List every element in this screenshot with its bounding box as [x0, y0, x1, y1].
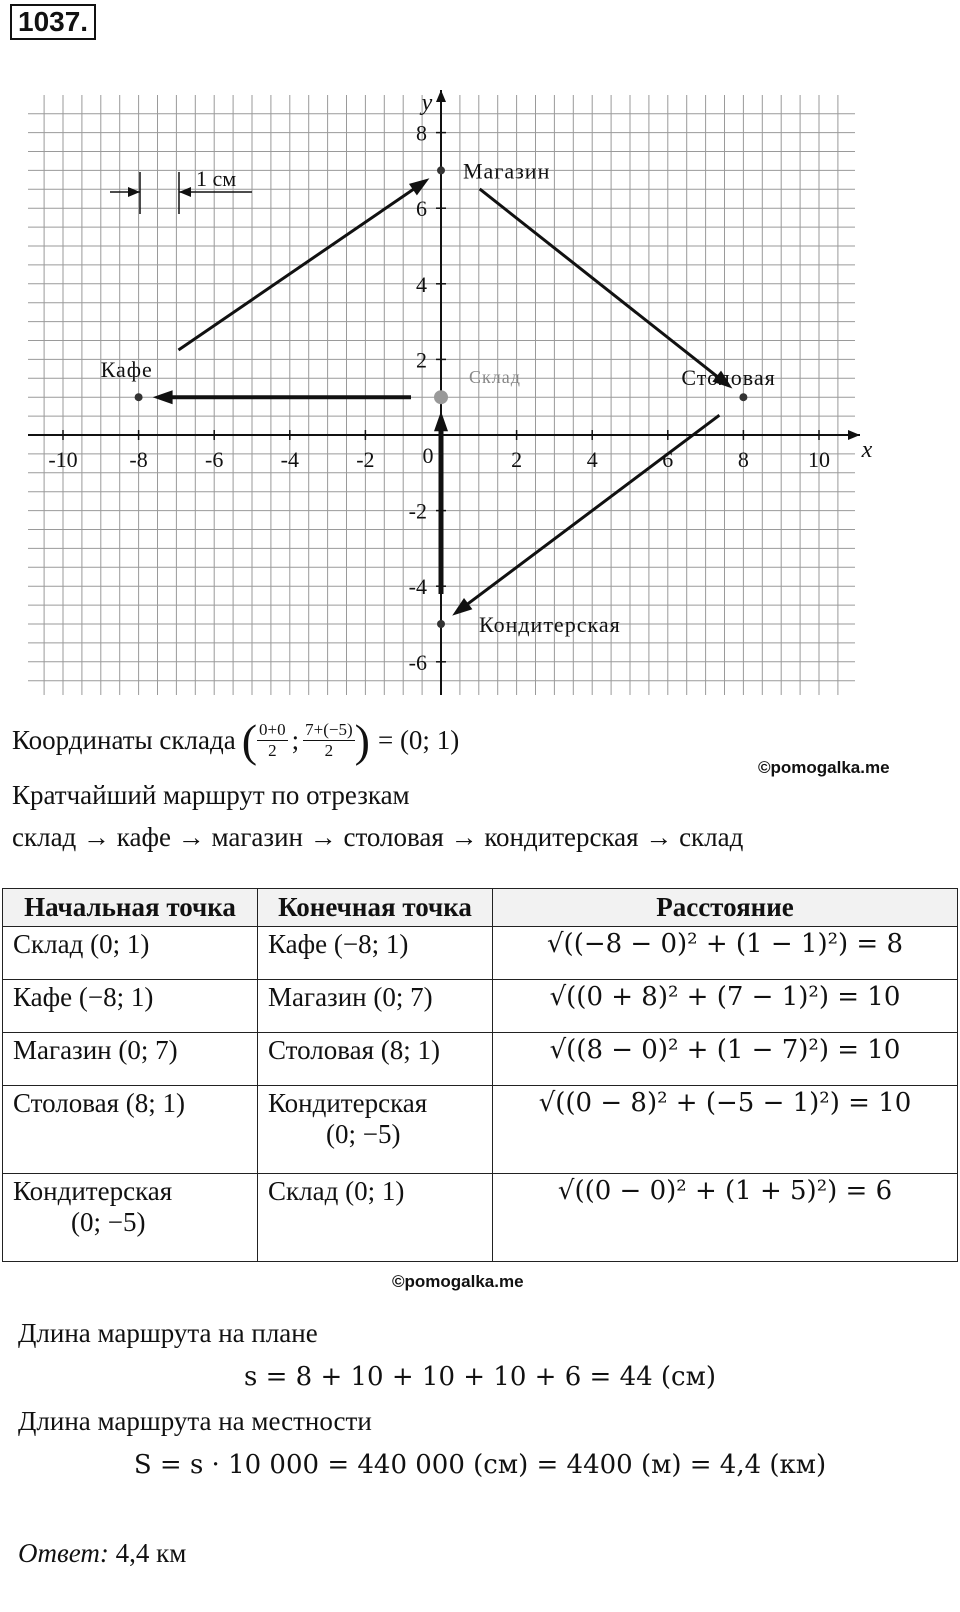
- x-tick-label: -2: [356, 447, 375, 472]
- arrow-cafe-store-head: [409, 178, 429, 195]
- distance-cell: √((0 − 0)² + (1 + 5)²) = 6: [493, 1174, 958, 1262]
- table-header-row: [3, 889, 958, 927]
- y-axis-label: y: [421, 90, 433, 116]
- arrow-confectionery-warehouse-head: [434, 411, 448, 431]
- shortest-route-label: Кратчайший маршрут по отрезкам: [12, 780, 410, 810]
- y-tick-label: 2: [416, 347, 427, 373]
- fraction-1: 0+0 2: [259, 720, 286, 760]
- table-row: [3, 1174, 958, 1262]
- start-cell: Кондитерская (0; −5): [3, 1174, 258, 1262]
- point-marker: [135, 393, 143, 401]
- start-cell: Склад (0; 1): [3, 927, 258, 980]
- point-marker: [437, 620, 445, 628]
- watermark-bottom: ©pomogalka.me: [392, 1272, 524, 1291]
- distance-cell: √((8 − 0)² + (1 − 7)²) = 10: [493, 1033, 958, 1086]
- x-tick-label: 2: [511, 447, 523, 472]
- point-label: Склад: [469, 367, 521, 388]
- x-tick-label: -8: [129, 447, 148, 472]
- point-label: Столовая: [681, 365, 776, 391]
- watermark-top: ©pomogalka.me: [758, 758, 890, 777]
- coordinate-plane: [0, 80, 960, 705]
- distance-cell: √((0 + 8)² + (7 − 1)²) = 10: [493, 980, 958, 1033]
- distance-cell: √((0 − 8)² + (−5 − 1)²) = 10: [493, 1086, 958, 1174]
- answer-label: Ответ:: [18, 1538, 109, 1568]
- x-tick-label: 6: [662, 447, 674, 472]
- problem-number: 1037.: [10, 4, 96, 40]
- end-cell: Кондитерская (0; −5): [258, 1086, 493, 1174]
- scale-label: 1 см: [196, 166, 237, 191]
- arrow-canteen-confectionery-head: [452, 598, 472, 616]
- end-cell: Магазин (0; 7): [258, 980, 493, 1033]
- arrow-canteen-confectionery: [460, 415, 719, 609]
- table-row: [3, 980, 958, 1033]
- x-tick-label: 4: [586, 447, 598, 472]
- table-row: [3, 927, 958, 980]
- header-end: Конечная точка: [258, 889, 493, 927]
- warehouse-coords: Координаты склада ( 0+0 2 ; 7+(−5) 2 ) = (0; 1): [12, 714, 460, 766]
- table-row: [3, 1086, 958, 1174]
- y-tick-label: 4: [416, 271, 427, 297]
- y-tick-label: -2: [408, 498, 427, 524]
- coords-label: Координаты склада: [12, 725, 236, 755]
- start-cell: Столовая (8; 1): [3, 1086, 258, 1174]
- x-tick-label: 0: [422, 443, 434, 468]
- point-marker: [437, 166, 445, 174]
- route-table: [2, 888, 958, 1262]
- arrow-warehouse-cafe-head: [153, 390, 173, 404]
- point-marker: [739, 393, 747, 401]
- terrain-length-label: Длина маршрута на местности: [18, 1406, 372, 1436]
- end-cell: Склад (0; 1): [258, 1174, 493, 1262]
- point-label: Кондитерская: [479, 612, 621, 637]
- y-tick-label: 8: [416, 120, 427, 146]
- end-cell: Кафе (−8; 1): [258, 927, 493, 980]
- fraction-2: 7+(−5) 2: [305, 720, 353, 760]
- point-label: Магазин: [463, 158, 551, 184]
- y-tick-label: 6: [416, 196, 427, 222]
- answer: [18, 1538, 186, 1569]
- x-tick-label: 8: [737, 447, 749, 472]
- header-distance: Расстояние: [493, 889, 958, 927]
- distance-cell: √((−8 − 0)² + (1 − 1)²) = 8: [493, 927, 958, 980]
- y-tick-label: -6: [408, 649, 427, 675]
- x-axis-label: x: [861, 437, 873, 463]
- start-cell: Магазин (0; 7): [3, 1033, 258, 1086]
- plan-length-label: Длина маршрута на плане: [18, 1318, 318, 1348]
- plan-formula: s = 8 + 10 + 10 + 10 + 6 = 44 (см): [244, 1362, 716, 1392]
- x-tick-label: 10: [808, 447, 830, 472]
- x-tick-label: -10: [48, 447, 78, 472]
- point-label: Кафе: [100, 357, 153, 383]
- end-cell: Столовая (8; 1): [258, 1033, 493, 1086]
- header-start: Начальная точка: [3, 889, 258, 927]
- scale-marker: [110, 166, 252, 214]
- x-tick-label: -6: [205, 447, 224, 472]
- y-tick-label: -4: [408, 574, 427, 600]
- terrain-formula: S = s · 10 000 = 440 000 (см) = 4400 (м) = 4,4 (км): [133, 1450, 827, 1480]
- answer-value: 4,4 км: [115, 1538, 187, 1568]
- route-chain: склад → кафе → магазин → столовая → кондитерская → склад: [12, 822, 744, 852]
- start-cell: Кафе (−8; 1): [3, 980, 258, 1033]
- point-marker: [434, 390, 448, 404]
- table-row: [3, 1033, 958, 1086]
- x-tick-label: -4: [280, 447, 299, 472]
